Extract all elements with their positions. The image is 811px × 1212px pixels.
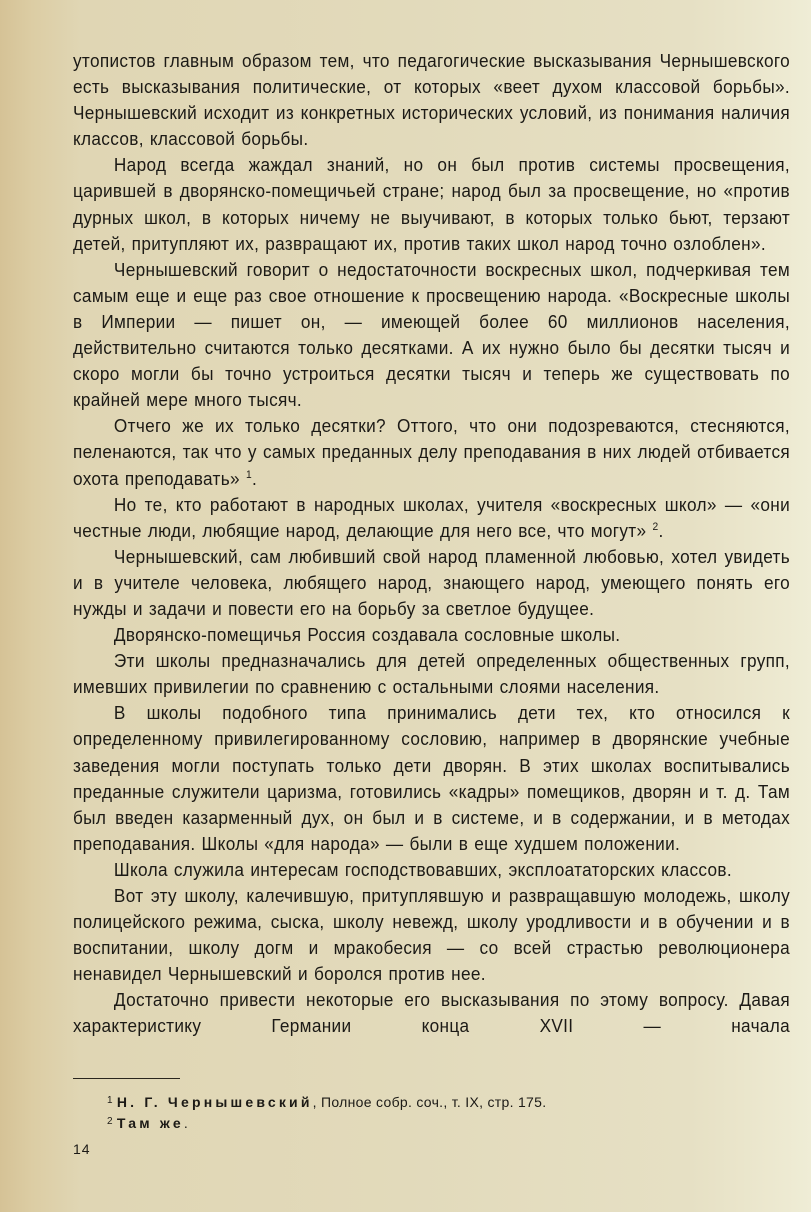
- paragraph-with-footnote: [73, 413, 790, 491]
- footnote-number: 2: [107, 1116, 113, 1127]
- footnote-number: 1: [107, 1095, 113, 1106]
- paragraph: Вот эту школу, калечившую, притуплявшую и развращавшую молодежь, школу полицейского режима, сыска, школу невежд, школу уродливости и в обучении и в воспитании, школу догм и мракобесия — со всей страстью революционера ненавидел Чернышевский и боролся против нее.: [73, 885, 791, 985]
- footnote-author: Н. Г. Чернышевский: [116, 1094, 313, 1110]
- footnotes: [107, 1091, 546, 1133]
- footnote-ref[interactable]: 2: [652, 520, 659, 533]
- footnote-citation: .: [183, 1115, 189, 1131]
- paragraph-with-footnote: [73, 492, 790, 544]
- paragraph: Народ всегда жаждал знаний, но он был против системы просвещения, царившей в дворянско-помещичьей стране; народ был за просвещение, но «против дурных школ, в которых ничему не выучивают, в которых только бьют, терзают детей, притупляют их, развращают их, против таких школ народ точно озлоблен».: [73, 154, 791, 254]
- page-number: 14: [73, 1141, 91, 1157]
- paragraph-text: Отчего же их только десятки? Оттого, что они подозреваются, стесняются, пеленаются, так что у самых преданных делу преподавания в них людей отбивается охота преподавать»: [73, 415, 791, 489]
- paragraph-continues: Достаточно привести некоторые его высказывания по этому вопросу. Давая характеристику Германии конца XVII — начала: [73, 989, 791, 1037]
- paragraph: Школа служила интересам господствовавших, эксплоататорских классов.: [113, 858, 732, 880]
- paragraph: Дворянско-помещичья Россия создавала сословные школы.: [113, 624, 621, 646]
- paragraph: В школы подобного типа принимались дети тех, кто относился к определенному привилегированному сословию, например в дворянские учебные заведения могли поступать только дети дворян. В этих школах воспитывались преданные служители царизма, готовились «кадры» помещиков, дворян и т. д. Там был введен казарменный дух, он был и в системе, и в содержании, и в методах преподавания. Школы «для народа» — были в еще худшем положении.: [73, 702, 791, 854]
- footnote-ref[interactable]: 1: [245, 468, 252, 481]
- footnote-author: Там же: [116, 1115, 184, 1131]
- paragraph-continued: утопистов главным образом тем, что педагогические высказывания Чернышевского есть высказывания политические, от которых «веет духом классовой борьбы». Чернышевский исходит из конкретных исторических условий, из понимания наличия классов, классовой борьбы.: [73, 50, 791, 150]
- paragraph: Эти школы предназначались для детей определенных общественных групп, имевших привилегии по сравнению с остальными слоями населения.: [73, 650, 791, 698]
- paragraph-end-punct: .: [658, 519, 664, 541]
- paragraph: Чернышевский говорит о недостаточности воскресных школ, подчеркивая тем самым еще и еще раз свое отношение к просвещению народа. «Воскресные школы в Империи — пишет он, — имеющей более 60 миллионов населения, действительно считаются только десятками. А их нужно было бы десятки тысяч и скоро могли бы точно устроиться десятки тысяч и теперь же существовать по крайней мере много тысяч.: [73, 258, 791, 411]
- footnote-2: [107, 1112, 546, 1133]
- paragraph-end-punct: .: [251, 467, 258, 489]
- paragraph: Чернышевский, сам любивший свой народ пламенной любовью, хотел увидеть и в учителе человека, любящего народ, знающего народ, умеющего понять его нужды и задачи и повести его на борьбу за светлое будущее.: [73, 545, 791, 619]
- footnote-divider: [73, 1078, 180, 1079]
- page-body: [73, 48, 790, 1040]
- footnote-1: [107, 1091, 546, 1112]
- paragraph-text: Но те, кто работают в народных школах, учителя «воскресных школ» — «они честные люди, любящие народ, делающие для него все, что могут»: [73, 493, 791, 541]
- footnote-citation: , Полное собр. соч., т. IX, стр. 175.: [312, 1094, 547, 1110]
